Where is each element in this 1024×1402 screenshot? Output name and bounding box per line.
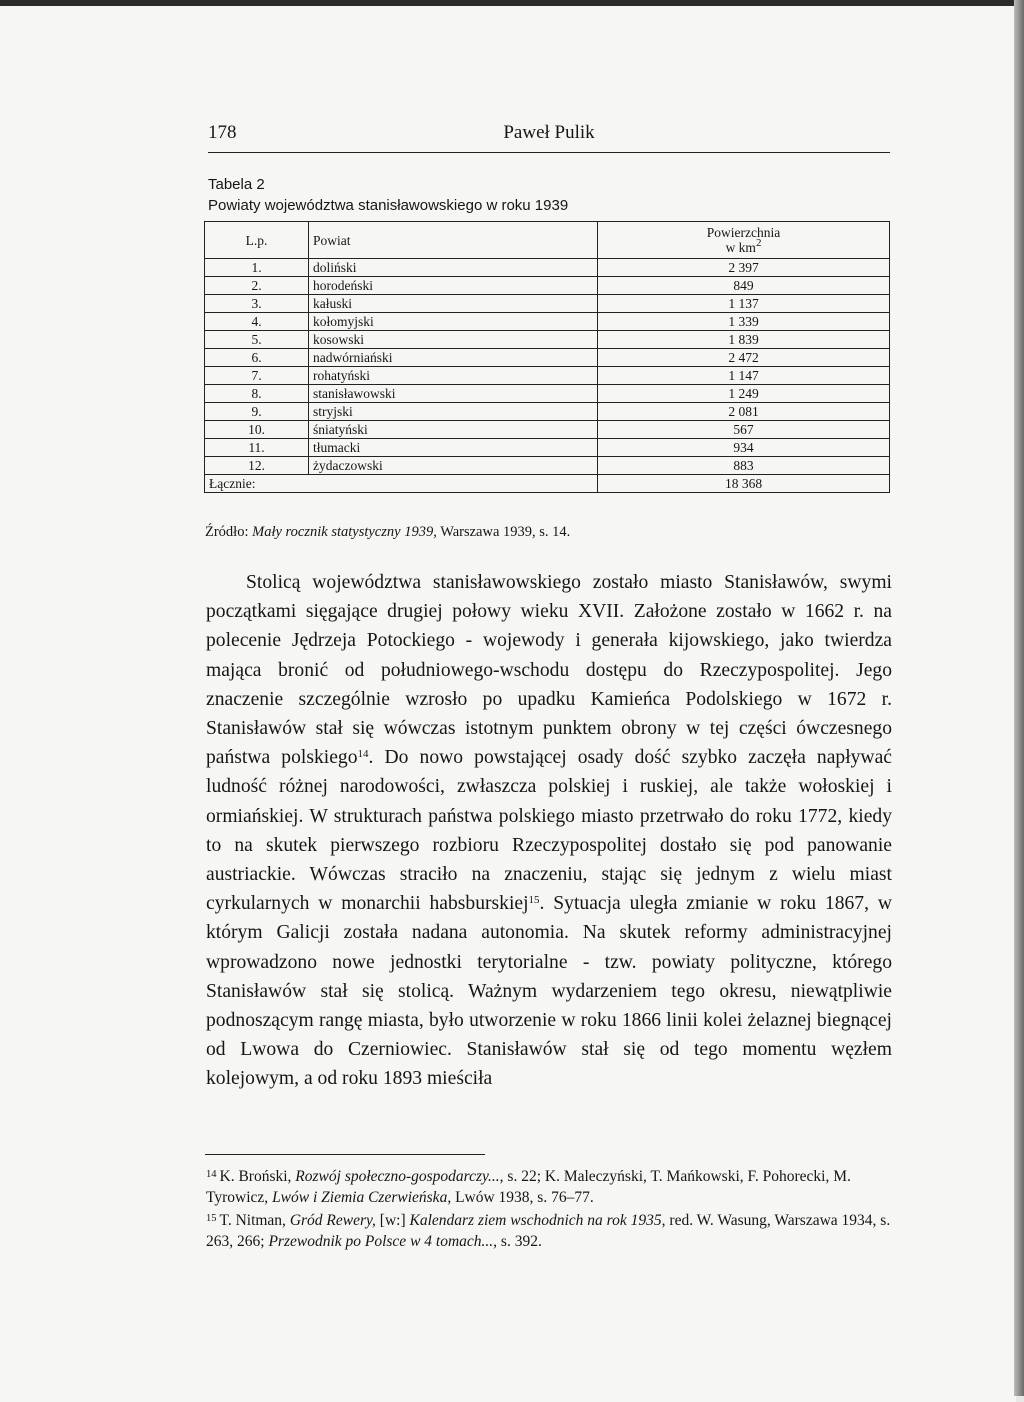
powiat-name: kosowski bbox=[309, 331, 598, 349]
powiat-name: kołomyjski bbox=[309, 313, 598, 331]
column-header-area-unit-sup: 2 bbox=[755, 236, 762, 249]
footnote-15 bbox=[206, 1208, 892, 1252]
powiat-name: kałuski bbox=[309, 295, 598, 313]
footnote-14 bbox=[206, 1164, 892, 1208]
column-header-area-line1: Powierzchnia bbox=[706, 225, 781, 240]
area-value: 567 bbox=[598, 421, 890, 439]
table-row bbox=[205, 385, 890, 403]
total-area: 18 368 bbox=[598, 475, 890, 493]
source-prefix: Źródło: bbox=[205, 524, 253, 540]
row-number: 12. bbox=[205, 457, 309, 475]
source-title: Mały rocznik statystyczny 1939 bbox=[252, 524, 434, 540]
area-value: 1 137 bbox=[598, 295, 890, 313]
footnotes bbox=[206, 1164, 892, 1252]
table-row bbox=[205, 457, 890, 475]
table-caption bbox=[208, 174, 568, 216]
footnote-title: Kalendarz ziem wschodnich na rok 1935 bbox=[409, 1212, 662, 1230]
row-number: 3. bbox=[205, 295, 309, 313]
page-header bbox=[208, 122, 890, 153]
table-row bbox=[205, 421, 890, 439]
table-row bbox=[205, 259, 890, 277]
area-value: 934 bbox=[598, 439, 890, 457]
body-text-part3: . Sytuacja uległa zmianie w roku 1867, w którym Galicji została nadana autonomia. Na skutek reformy administracyjnej wprowadzono nowe jednostki terytorialne - tzw. powiaty polityczne, którego Stanisławów stał się stolicą. Ważnym wydarzeniem tego okresu, niewątpliwie podnoszącym rangę miasta, było utworzenie w roku 1866 linii kolei żelaznej biegnącej od Lwowa do Czerniowiec. Stanisławów stał się od tego momentu węzłem kolejowym, a od roku 1893 mieściła bbox=[206, 893, 892, 1090]
footnote-title: Przewodnik po Polsce w 4 tomach... bbox=[268, 1233, 494, 1251]
row-number: 6. bbox=[205, 349, 309, 367]
body-text-part1: Stolicą województwa stanisławowskiego zostało miasto Stanisławów, swymi początkami sięgające drugiej połowy wieku XVII. Założone zostało w 1662 r. na polecenie Jędrzeja Potockiego - wojewody i generała kijowskiego, jako twierdza mająca bronić od południowego-wschodu dostępu do Rzeczypospolitej. Jego znaczenie szczególnie wzrosło po upadku Kamieńca Podolskiego w 1672 r. Stanisławów stał się wówczas istotnym punktem obrony w tej części ówczesnego państwa polskiego bbox=[206, 572, 892, 769]
powiat-name: stryjski bbox=[309, 403, 598, 421]
powiat-name: rohatyński bbox=[309, 367, 598, 385]
table-label: Tabela 2 bbox=[208, 176, 265, 193]
area-value: 849 bbox=[598, 277, 890, 295]
table-body bbox=[205, 259, 890, 475]
table-row bbox=[205, 403, 890, 421]
powiat-name: nadwórniański bbox=[309, 349, 598, 367]
table-row bbox=[205, 349, 890, 367]
powiat-name: doliński bbox=[309, 259, 598, 277]
running-head: Paweł Pulik bbox=[503, 122, 595, 143]
table-source bbox=[205, 524, 570, 541]
footnote-text: , red. W. Wasung, Warszawa 1934, s. 263, 266; bbox=[206, 1212, 891, 1251]
footnote-rule bbox=[205, 1154, 485, 1155]
body-text-part2: . Do nowo powstającej osady dość szybko zaczęła napływać ludność różnej narodowości, zwłaszcza polskiej i ruskiej, ale także wołoskiej i ormiańskiej. W strukturach państwa polskiego miasto przetrwało do roku 1772, kiedy to na skutek pierwszego rozbioru Rzeczypospolitej dostało się pod panowanie austriackie. Wówczas straciło na znaczeniu, stając się jednym z wielu miast cyrkularnych w monarchii habsburskiej bbox=[206, 747, 892, 915]
area-value: 2 397 bbox=[598, 259, 890, 277]
powiat-name: śniatyński bbox=[309, 421, 598, 439]
row-number: 1. bbox=[205, 259, 309, 277]
body-paragraph bbox=[206, 568, 892, 1094]
footnote-text: , s. 392. bbox=[493, 1233, 542, 1251]
total-label: Łącznie: bbox=[205, 475, 598, 493]
table-title: Powiaty województwa stanisławowskiego w roku 1939 bbox=[208, 197, 569, 214]
column-header-area-unit: w km bbox=[725, 240, 756, 255]
footnote-title: Gród Rewery, bbox=[289, 1212, 376, 1230]
table-row bbox=[205, 331, 890, 349]
column-header-area bbox=[598, 222, 890, 259]
footnote-ref-14: 14 bbox=[357, 748, 369, 761]
table-row bbox=[205, 295, 890, 313]
source-suffix: , Warszawa 1939, s. 14. bbox=[433, 524, 571, 540]
footnote-text: T. Nitman, bbox=[219, 1212, 290, 1230]
area-value: 1 249 bbox=[598, 385, 890, 403]
powiat-name: żydaczowski bbox=[309, 457, 598, 475]
table-row bbox=[205, 277, 890, 295]
footnote-text: [w:] bbox=[375, 1212, 410, 1230]
column-header-powiat: Powiat bbox=[309, 222, 598, 259]
table-total-row bbox=[205, 475, 890, 493]
row-number: 4. bbox=[205, 313, 309, 331]
footnote-text: K. Broński, bbox=[219, 1168, 296, 1186]
page-number: 178 bbox=[208, 122, 237, 143]
area-value: 1 839 bbox=[598, 331, 890, 349]
row-number: 9. bbox=[205, 403, 309, 421]
footnote-ref-15: 15 bbox=[528, 894, 540, 907]
row-number: 11. bbox=[205, 439, 309, 457]
area-value: 883 bbox=[598, 457, 890, 475]
row-number: 7. bbox=[205, 367, 309, 385]
table-row bbox=[205, 439, 890, 457]
footnote-text: , Lwów 1938, s. 76–77. bbox=[447, 1189, 594, 1207]
footnote-number: 15 bbox=[206, 1213, 217, 1225]
page-edge-shadow bbox=[1014, 0, 1024, 1396]
area-value: 1 147 bbox=[598, 367, 890, 385]
footnote-number: 14 bbox=[206, 1169, 217, 1180]
table-header-row bbox=[205, 222, 890, 259]
districts-table bbox=[204, 221, 890, 493]
table-row bbox=[205, 367, 890, 385]
column-header-lp: L.p. bbox=[205, 222, 309, 259]
row-number: 8. bbox=[205, 385, 309, 403]
footnote-title: Lwów i Ziemia Czerwieńska bbox=[272, 1189, 448, 1207]
area-value: 2 472 bbox=[598, 349, 890, 367]
footnote-text: , s. 22; K. Maleczyński, T. Mańkowski, F. Pohorecki, M. Tyrowicz, bbox=[206, 1168, 851, 1207]
row-number: 2. bbox=[205, 277, 309, 295]
powiat-name: tłumacki bbox=[309, 439, 598, 457]
area-value: 1 339 bbox=[598, 313, 890, 331]
footnote-title: Rozwój społeczno-gospodarczy... bbox=[295, 1168, 500, 1186]
row-number: 5. bbox=[205, 331, 309, 349]
powiat-name: horodeński bbox=[309, 277, 598, 295]
powiat-name: stanisławowski bbox=[309, 385, 598, 403]
row-number: 10. bbox=[205, 421, 309, 439]
area-value: 2 081 bbox=[598, 403, 890, 421]
table-row bbox=[205, 313, 890, 331]
